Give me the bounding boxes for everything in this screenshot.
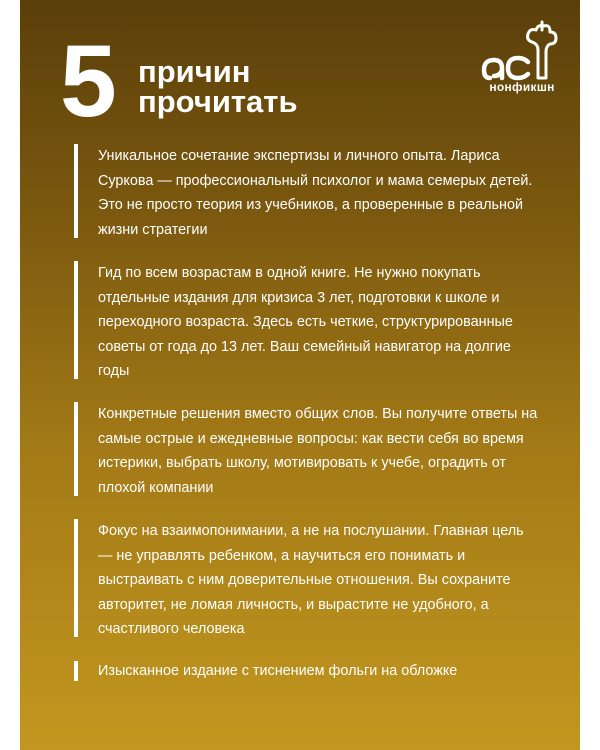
reason-text: Уникальное сочетание экспертизы и личного опыта. Лариса Суркова — профессиональный психолог и мама семерых детей. Это не просто теория из учебников, а проверенные в реальной жизни стратегии [98, 148, 533, 238]
reason-bar [74, 261, 78, 379]
reason-text: Изысканное издание с тиснением фольги на обложке [98, 663, 458, 679]
reason-text: Фокус на взаимопонимании, а не на послушании. Главная цель — не управлять ребенком, а научиться его понимать и выстраивать с ним доверительные отношения. Вы сохраните авторитет, не ломая личность, и вырастите не удобного, а счастливого человека [98, 523, 524, 637]
product-infographic [20, 0, 580, 750]
reason-text: Гид по всем возрастам в одной книге. Не нужно покупать отдельные издания для кризиса 3 лет, подготовки к школе и переходного возраста. Здесь есть четкие, структурированные советы от года до 13 лет. Ваш семейный навигатор на долгие годы [98, 265, 513, 379]
reason-item [74, 659, 544, 685]
reason-item [74, 519, 544, 642]
reason-bar [74, 402, 78, 496]
reason-bar [74, 519, 78, 637]
publisher-name: нонфикшн [489, 80, 555, 94]
heading-number: 5 [60, 24, 117, 138]
heading-line-2: прочитать [138, 84, 298, 119]
publisher-logo [478, 20, 566, 100]
reason-text: Конкретные решения вместо общих слов. Вы получите ответы на самые острые и ежедневные вопросы: как вести себя во время истерики, выбрать школу, мотивировать к учебе, оградить от плохой компании [98, 406, 538, 496]
ast-logo-icon [478, 20, 566, 82]
reason-item [74, 261, 544, 384]
reason-item [74, 402, 544, 500]
reason-bar [74, 661, 78, 681]
reason-bar [74, 144, 78, 238]
heading-line-1: причин [138, 54, 251, 89]
reason-item [74, 144, 544, 242]
